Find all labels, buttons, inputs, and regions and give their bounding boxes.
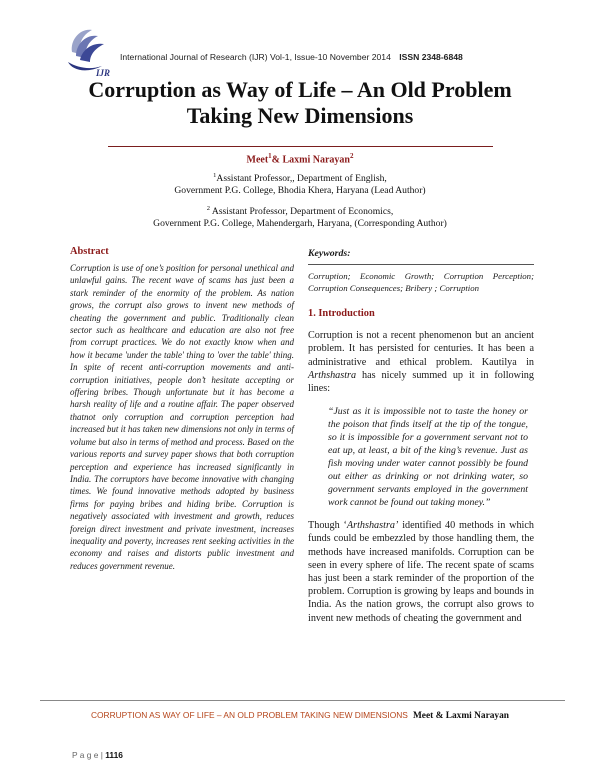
author-1: Meet <box>246 154 269 166</box>
affiliation-2-line-1: Assistant Professor, Department of Economics, <box>210 206 394 218</box>
keywords-heading: Keywords: <box>308 248 351 259</box>
journal-name: International Journal of Research (IJR) <box>120 52 268 62</box>
affiliation-1-marker: 1 <box>213 172 217 179</box>
affiliation-2-line-2: Government P.G. College, Mahendergarh, Haryana, (Corresponding Author) <box>153 218 447 230</box>
affiliation-1-line-1: Assistant Professor,, Department of English, <box>216 173 387 185</box>
kautilya-quote: “Just as it is impossible not to taste the honey or the poison that finds itself at the tip of the tongue, so it is impossible for a government servant not to eat up, at least, a bit of the king’s revenue. Just as fish moving under water cannot possibly be found out either as drinking or not drinking water, so government servants employed in the government work cannot be found out taking money.” <box>328 406 528 509</box>
page-label: P a g e | <box>72 750 103 760</box>
title-divider <box>108 146 493 147</box>
logo-text: IJR <box>96 68 111 78</box>
journal-issn: ISSN 2348-6848 <box>399 52 463 62</box>
author-2: & Laxmi Narayan <box>271 154 350 166</box>
introduction-paragraph-1 <box>308 329 534 395</box>
introduction-paragraph-2 <box>308 519 534 625</box>
intro-p1-text: Corruption is not a recent phenomenon but an ancient problem. It has persisted for centuries. It has been a administrative and ethical problem. Kautilya in <box>308 330 534 368</box>
intro-p2-italic: Arthshastra’ <box>346 520 399 532</box>
page-number <box>72 750 123 760</box>
abstract-heading: Abstract <box>70 246 109 257</box>
journal-header <box>62 22 560 82</box>
author-line <box>0 152 600 165</box>
keywords-divider <box>308 264 534 265</box>
footer-title: CORRUPTION AS WAY OF LIFE – AN OLD PROBLEM TAKING NEW DIMENSIONS <box>90 710 408 720</box>
journal-logo <box>62 22 118 80</box>
right-column <box>308 248 534 625</box>
title-line-1: Corruption as Way of Life – An Old Problem <box>88 77 512 102</box>
intro-p1-italic: Arthshastra <box>308 369 357 381</box>
author-2-marker: 2 <box>350 152 354 160</box>
journal-info-line <box>120 52 463 62</box>
abstract-text: Corruption is use of one’s position for personal unethical and unlawful gains. The recent wave of scams has just been a stark reminder of the enormity of the problem. As nation grows, the corrupt also grows to invent new methods of cheating the government and public. Traditionally clean sector such as healthcare and education are also not free from corrupt practices. We do not exactly know when and how it became 'under the table' thing to 'over the table' thing. In spite of recent anti-corruption movements and anti-corruption initiatives, people don’t hesitate accepting or offering bribes. Though unfortunate but it has become a harsh reality of life and a routine affair. The paper observed thatnot only corruption and corruption perception had increased but it has taken new dimensions not only in terms of volume but also in terms of method and process. Based on the various reports and survey paper shows that both corruption perception and experience has increased significantly in India. The corruptors have become innovative with changing times. We found innovative methods adopted by business firms for paying bribes and hiding bribe. Corruption is negatively associated with investment and growth, reduces foreign direct investment and private investment, increases inequality and poverty, increases rent seeking activities in the economy and raises and distorts public investment and reduces government revenue. <box>70 263 294 571</box>
affiliation-2 <box>0 203 600 230</box>
footer-authors: Meet & Laxmi Narayan <box>412 711 510 721</box>
affiliation-1 <box>0 170 600 197</box>
author-1-marker: 1 <box>268 152 272 160</box>
footer-divider <box>40 700 565 701</box>
running-footer <box>0 710 600 721</box>
intro-p1-end: has nicely summed up it in following lines: <box>308 369 534 394</box>
introduction-heading: 1. Introduction <box>308 308 375 320</box>
page-number-value: 1116 <box>105 750 123 760</box>
affiliation-1-line-2: Government P.G. College, Bhodia Khera, Haryana (Lead Author) <box>174 185 426 197</box>
keywords-text: Corruption; Economic Growth; Corruption Perception; Corruption Consequences; Bribery ; Corruption <box>308 271 534 293</box>
intro-p2-start: Though ‘ <box>308 520 347 532</box>
left-column <box>70 246 294 572</box>
intro-p2-rest: identified 40 methods in which funds could be embezzled by those handling them, the methods have increased manifolds. Corruption can be seen in every sphere of life. The recent spate of scams has just been a stark reminder of the proportion of the problem. Corruption is growing by leaps and bounds in India. As the nation grows, the corrupt also grows to invent new methods of cheating the government and <box>308 520 534 624</box>
paper-title <box>40 77 560 129</box>
journal-volume: Vol-1, Issue-10 November 2014 <box>270 52 391 62</box>
title-line-2: Taking New Dimensions <box>186 103 414 128</box>
affiliation-2-marker: 2 <box>206 205 211 212</box>
